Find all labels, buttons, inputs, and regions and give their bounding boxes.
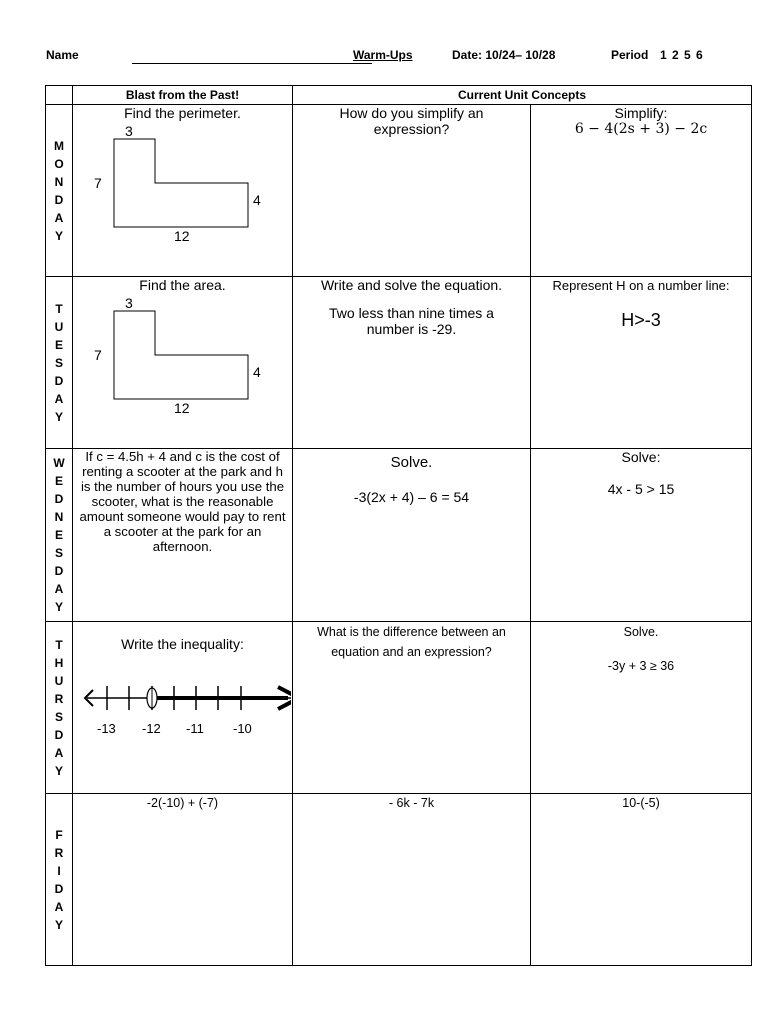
day-letter: E: [54, 474, 63, 488]
day-letter: D: [54, 727, 64, 742]
l-shape-outline: [114, 311, 248, 399]
day-letter: A: [54, 210, 64, 225]
period-label: Period: [611, 48, 649, 62]
worksheet-title: Warm-Ups: [353, 48, 413, 62]
day-letter: Y: [54, 409, 63, 424]
corner-cell: [46, 86, 73, 105]
wednesday-concept-1: [293, 449, 531, 622]
day-label-thursday: [46, 622, 73, 794]
dim-left: 7: [94, 175, 102, 191]
friday-concept-2: [531, 794, 752, 966]
day-letter: D: [54, 192, 64, 207]
dim-right: 4: [253, 192, 261, 208]
day-letter: D: [54, 492, 64, 506]
day-letter: Y: [54, 763, 63, 778]
day-letter: Y: [54, 228, 63, 243]
day-label-wednesday: [46, 449, 73, 622]
solve-title-3: Solve.: [623, 625, 659, 639]
day-letter: E: [54, 528, 63, 542]
day-letter: M: [54, 138, 64, 153]
dim-top: 3: [125, 123, 133, 139]
h-inequality: H>-3: [621, 310, 661, 330]
day-letter: N: [54, 174, 64, 189]
integer-expression: -2(-10) + (-7): [146, 796, 219, 810]
solve-title: Solve.: [390, 454, 433, 471]
day-letter: N: [54, 510, 64, 524]
solve-y-inequality: -3y + 3 ≥ 36: [607, 659, 675, 673]
tuesday-blast-cell: [73, 277, 293, 449]
monday-concept-2: [531, 105, 752, 277]
friday-row: [46, 794, 752, 966]
day-letter: D: [54, 881, 64, 896]
thursday-concept-1: [293, 622, 531, 794]
day-letter: A: [54, 745, 64, 760]
day-letter: A: [54, 582, 64, 596]
solve-equation: -3(2x + 4) – 6 = 54: [353, 489, 470, 505]
l-shape-figure: [73, 121, 291, 261]
name-blank-line: [132, 63, 372, 64]
solve-inequality: 4x - 5 > 15: [607, 481, 675, 497]
equation-title: Write and solve the equation.: [320, 277, 503, 293]
dim-top: 3: [125, 295, 133, 311]
day-letter: Y: [54, 917, 63, 932]
tuesday-concept-2: [531, 277, 752, 449]
day-letter: O: [54, 156, 64, 171]
dim-left: 7: [94, 347, 102, 363]
day-letter: R: [54, 691, 64, 706]
day-letter: H: [54, 655, 64, 670]
solve-title-2: Solve:: [621, 449, 661, 465]
worksheet-header: [46, 48, 736, 68]
current-unit-header: Current Unit Concepts: [293, 86, 752, 105]
date-range: Date: 10/24– 10/28: [452, 48, 556, 62]
equation-prompt: Two less than nine times a number is -29.: [329, 305, 494, 337]
day-letter: Y: [54, 600, 63, 614]
subtraction-expression: 10-(-5): [622, 796, 660, 810]
dim-right: 4: [253, 364, 261, 380]
warmups-table: [45, 85, 752, 966]
simplify-title: Simplify:: [614, 105, 668, 121]
header-row: [46, 86, 752, 105]
monday-question: How do you simplify an expression?: [339, 105, 484, 137]
day-letter: U: [54, 673, 64, 688]
day-letter: A: [54, 391, 64, 406]
tick-label: -11: [186, 721, 204, 736]
simplify-expression: 6 − 4(2s + 3) − 2c: [574, 121, 708, 137]
day-letter: S: [54, 546, 63, 560]
wednesday-concept-2: [531, 449, 752, 622]
area-prompt: Find the area.: [139, 277, 226, 293]
day-letter: S: [54, 355, 63, 370]
difference-question: What is the difference between an equation and an expression?: [317, 625, 506, 659]
day-letter: D: [54, 564, 64, 578]
monday-blast-cell: [73, 105, 293, 277]
wednesday-row: [46, 449, 752, 622]
scooter-problem: If c = 4.5h + 4 and c is the cost of renting a scooter at the park and h is the number of hours you use the scooter, what is the reasonable amount someone would pay to rent a scooter at the park for an afternoon.: [79, 449, 286, 554]
number-line-title: Represent H on a number line:: [552, 278, 730, 293]
tuesday-row: [46, 277, 752, 449]
l-shape-outline: [114, 139, 248, 227]
thursday-concept-2: [531, 622, 752, 794]
day-letter: F: [55, 827, 63, 842]
day-letter: U: [54, 319, 64, 334]
dim-bottom: 12: [174, 400, 190, 416]
tick-label: -13: [97, 721, 116, 736]
perimeter-prompt: Find the perimeter.: [124, 105, 241, 121]
day-letter: T: [55, 637, 63, 652]
friday-concept-1: [293, 794, 531, 966]
dim-bottom: 12: [174, 228, 190, 244]
day-label-friday: [46, 794, 73, 966]
thursday-row: [46, 622, 752, 794]
name-label: Name: [46, 48, 79, 62]
day-letter: R: [54, 845, 64, 860]
write-inequality-prompt: Write the inequality:: [121, 636, 244, 652]
day-letter: T: [55, 301, 63, 316]
monday-concept-1: [293, 105, 531, 277]
blast-column-header: Blast from the Past!: [73, 86, 293, 105]
day-letter: D: [54, 373, 64, 388]
period-numbers: 1 2 5 6: [660, 48, 703, 62]
day-letter: S: [54, 709, 63, 724]
day-label-monday: [46, 105, 73, 277]
thursday-blast-cell: [73, 622, 293, 794]
day-letter: A: [54, 899, 64, 914]
day-letter: E: [54, 337, 63, 352]
day-letter: W: [53, 456, 65, 470]
number-line: [73, 652, 291, 752]
wednesday-blast-cell: [73, 449, 293, 622]
monday-row: [46, 105, 752, 277]
l-shape-figure-area: [73, 293, 291, 433]
tick-label: -12: [142, 721, 161, 736]
friday-blast-cell: [73, 794, 293, 966]
tick-label: -10: [233, 721, 252, 736]
tuesday-concept-1: [293, 277, 531, 449]
day-label-tuesday: [46, 277, 73, 449]
day-letter: I: [57, 863, 61, 878]
combine-like-terms: - 6k - 7k: [388, 796, 435, 810]
